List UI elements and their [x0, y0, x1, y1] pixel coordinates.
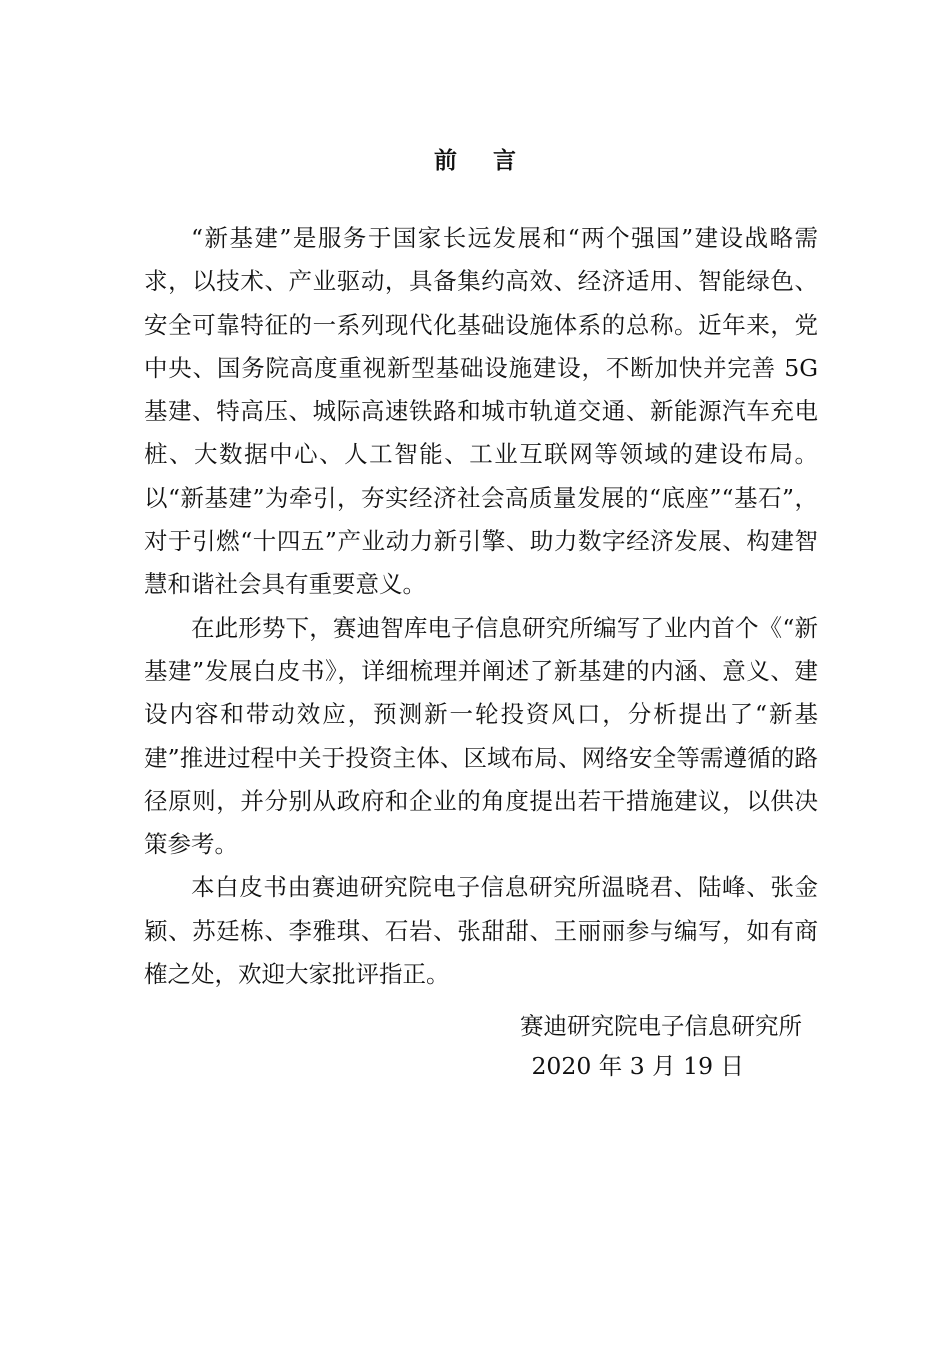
- signature-block: [520, 1006, 802, 1086]
- preface-body: [144, 217, 818, 996]
- paragraph-3: 本白皮书由赛迪研究院电子信息研究所温晓君、陆峰、张金颖、苏廷栋、李雅琪、石岩、张甜甜、王丽丽参与编写，如有商榷之处，欢迎大家批评指正。: [144, 873, 818, 989]
- paragraph-1: “新基建”是服务于国家长远发展和“两个强国”建设战略需求，以技术、产业驱动，具备集约高效、经济适用、智能绿色、安全可靠特征的一系列现代化基础设施体系的总称。近年来，党中央、国务院高度重视新型基础设施建设，不断加快并完善 5G 基建、特高压、城际高速铁路和城市轨道交通、新能源汽车充电桩、大数据中心、人工智能、工业互联网等领域的建设布局。以“新基建”为牵引，夯实经济社会高质量发展的“底座”“基石”，对于引燃“十四五”产业动力新引擎、助力数字经济发展、构建智慧和谐社会具有重要意义。: [144, 224, 818, 599]
- signature-date: 2020 年 3 月 19 日: [531, 1052, 744, 1080]
- paragraph-2: 在此形势下，赛迪智库电子信息研究所编写了业内首个《“新基建”发展白皮书》，详细梳理并阐述了新基建的内涵、意义、建设内容和带动效应，预测新一轮投资风口，分析提出了“新基建”推进过程中关于投资主体、区域布局、网络安全等需遵循的路径原则，并分别从政府和企业的角度提出若干措施建议，以供决策参考。: [144, 613, 818, 859]
- signature-organization: 赛迪研究院电子信息研究所: [520, 1012, 802, 1040]
- page-title: 前 言: [433, 147, 530, 174]
